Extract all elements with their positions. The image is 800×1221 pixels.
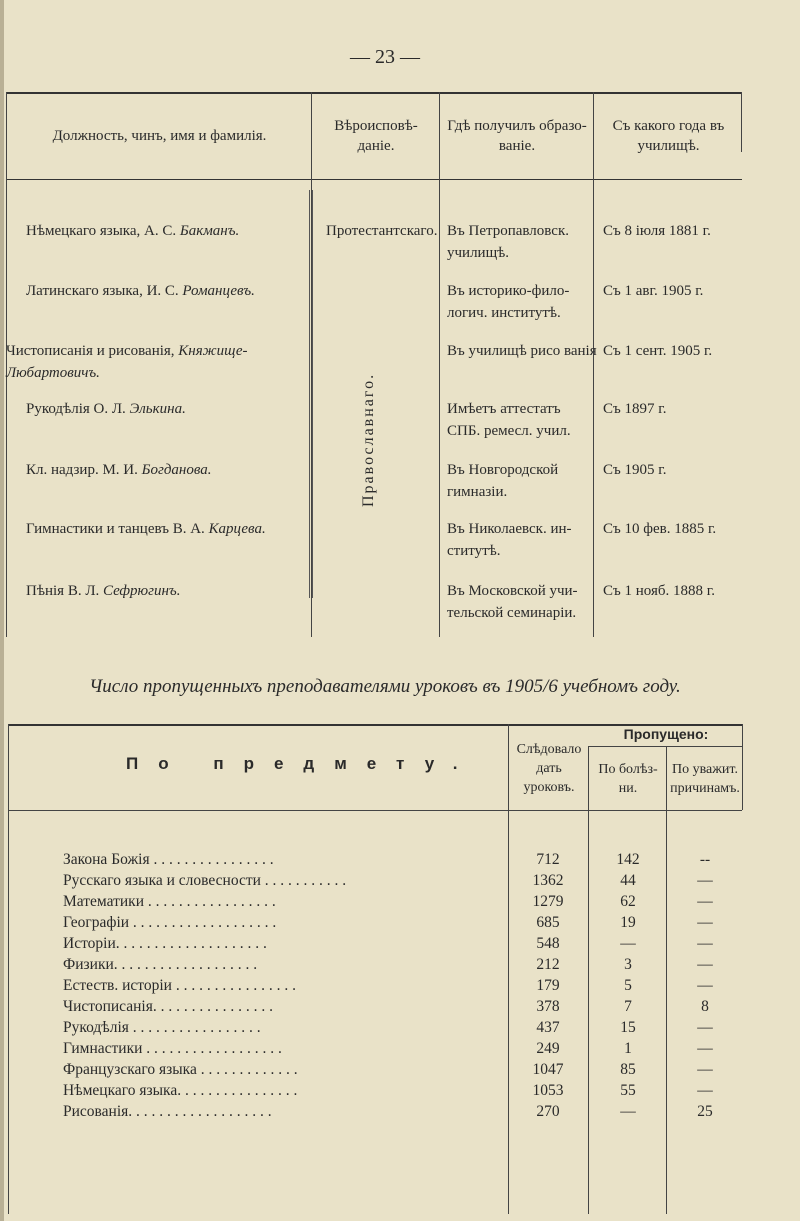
due-count: 712 <box>536 851 560 868</box>
illness-count: 44 <box>620 872 636 889</box>
staff-education: Въ историко-фило-логич. институтѣ. <box>447 283 570 321</box>
header-since: Съ какого года въ училищѣ. <box>612 118 725 154</box>
valid-count: — <box>697 872 713 889</box>
rule <box>8 810 742 811</box>
lesson-row <box>8 935 742 955</box>
illness-count: — <box>620 935 636 952</box>
subject: Нѣмецкаго языка. . . . . . . . . . . . . . . . <box>63 1082 298 1099</box>
header-valid-reasons: По уважит. причинамъ. <box>670 762 740 796</box>
lesson-row <box>8 998 742 1018</box>
due-count: 212 <box>536 956 560 973</box>
staff-post: Рукодѣлія О. Л. Элькина. <box>26 401 186 417</box>
illness-count: 7 <box>624 998 632 1015</box>
subject: Физики. . . . . . . . . . . . . . . . . . . <box>63 956 258 973</box>
header-due: Слѣдовало дать уроковъ. <box>516 742 582 795</box>
staff-education: Имѣетъ аттестатъ СПБ. ремесл. учил. <box>447 401 571 439</box>
lesson-row <box>8 1019 742 1039</box>
lesson-row <box>8 956 742 976</box>
subject: Закона Божія . . . . . . . . . . . . . . . . <box>63 851 274 868</box>
due-count: 685 <box>536 914 560 931</box>
illness-count: 62 <box>620 893 636 910</box>
valid-count: — <box>697 1040 713 1057</box>
valid-count: — <box>697 914 713 931</box>
staff-post: Кл. надзир. М. И. Богданова. <box>26 462 212 478</box>
staff-since: Съ 1897 г. <box>603 401 667 417</box>
subject: Русскаго языка и словесности . . . . . . . . . . . <box>63 872 347 889</box>
due-count: 179 <box>536 977 560 994</box>
lesson-row <box>8 1061 742 1081</box>
subject: Исторіи. . . . . . . . . . . . . . . . . . . . <box>63 935 267 952</box>
lesson-row <box>8 893 742 913</box>
religion-group-label: Православнаго. <box>360 372 377 508</box>
header-education: Гдѣ получилъ образо-ваніе. <box>447 118 587 154</box>
subject: Рисованія. . . . . . . . . . . . . . . . . . . <box>63 1103 272 1120</box>
due-count: 548 <box>536 935 560 952</box>
subject: Французскаго языка . . . . . . . . . . . . . <box>63 1061 298 1078</box>
due-count: 249 <box>536 1040 560 1057</box>
staff-education: Въ Николаевск. ин-ститутѣ. <box>447 521 572 559</box>
lesson-row <box>8 1103 742 1123</box>
staff-post: Гимнастики и танцевъ В. А. Карцева. <box>26 521 266 537</box>
subject: Рукодѣлія . . . . . . . . . . . . . . . . . <box>63 1019 261 1036</box>
subject: Гимнастики . . . . . . . . . . . . . . . . . . <box>63 1040 282 1057</box>
valid-count: — <box>697 1061 713 1078</box>
staff-post: Нѣмецкаго языка, А. С. Бакманъ. <box>26 223 240 239</box>
staff-post: Латинскаго языка, И. С. Романцевъ. <box>26 283 255 299</box>
header-name: Должность, чинъ, имя и фамилія. <box>52 128 267 144</box>
rule <box>6 179 742 180</box>
staff-table <box>6 92 742 637</box>
staff-education: Въ Новгородской гимназіи. <box>447 462 559 500</box>
valid-count: 25 <box>697 1103 713 1120</box>
due-count: 1047 <box>532 1061 564 1078</box>
rule <box>588 746 742 747</box>
illness-count: 85 <box>620 1061 636 1078</box>
subject: Географіи . . . . . . . . . . . . . . . . . . . <box>63 914 277 931</box>
due-count: 378 <box>536 998 560 1015</box>
lesson-row <box>8 914 742 934</box>
staff-since: Съ 1 нояб. 1888 г. <box>603 583 715 599</box>
lessons-caption: Число пропущенныхъ преподавателями уроковъ въ 1905/6 учебномъ году. <box>89 676 681 697</box>
header-religion: Вѣроисповѣ-даніе. <box>334 118 418 154</box>
illness-count: 1 <box>624 1040 632 1057</box>
valid-count: — <box>697 1082 713 1099</box>
staff-education: Въ Московской учи-тельской семинаріи. <box>447 583 578 621</box>
staff-education: Въ училищѣ рисо ванія <box>447 343 597 359</box>
rule <box>742 724 743 810</box>
lesson-row <box>8 851 742 871</box>
due-count: 1362 <box>532 872 564 889</box>
page-edge <box>0 0 4 1221</box>
staff-since: Съ 1 сент. 1905 г. <box>603 343 713 359</box>
staff-since: Съ 1 авг. 1905 г. <box>603 283 704 299</box>
valid-count: — <box>697 935 713 952</box>
valid-count: 8 <box>701 998 709 1015</box>
rule <box>741 92 742 152</box>
staff-since: Съ 1905 г. <box>603 462 667 478</box>
illness-count: — <box>620 1103 636 1120</box>
staff-since: Съ 10 фев. 1885 г. <box>603 521 717 537</box>
illness-count: 142 <box>616 851 640 868</box>
due-count: 270 <box>536 1103 560 1120</box>
rule <box>439 92 440 637</box>
valid-count: — <box>697 977 713 994</box>
valid-count: — <box>697 1019 713 1036</box>
subject: Математики . . . . . . . . . . . . . . . . . <box>63 893 276 910</box>
header-by-subject: По предмету. <box>126 754 478 773</box>
due-count: 437 <box>536 1019 560 1036</box>
valid-count: — <box>697 956 713 973</box>
header-illness: По болѣз-ни. <box>598 762 658 796</box>
lesson-row <box>8 872 742 892</box>
valid-count: -- <box>699 851 711 868</box>
staff-religion: Протестантскаго. <box>326 223 438 239</box>
illness-count: 15 <box>620 1019 636 1036</box>
due-count: 1279 <box>532 893 564 910</box>
illness-count: 55 <box>620 1082 636 1099</box>
valid-count: — <box>697 893 713 910</box>
subject: Чистописанія. . . . . . . . . . . . . . . . <box>63 998 273 1015</box>
staff-since: Съ 8 іюля 1881 г. <box>603 223 711 239</box>
staff-post: Пѣнія В. Л. Сефрюгинъ. <box>26 583 181 599</box>
header-missed: Пропущено: <box>623 726 709 742</box>
illness-count: 5 <box>624 977 632 994</box>
lessons-table <box>8 724 742 1214</box>
lesson-row <box>8 1082 742 1102</box>
staff-education: Въ Петропавловск. училищѣ. <box>447 223 569 261</box>
due-count: 1053 <box>532 1082 564 1099</box>
staff-post: Чистописанія и рисованія, Княжище-Любартовичъ. <box>6 343 248 381</box>
subject: Естеств. исторіи . . . . . . . . . . . . . . . . <box>63 977 296 994</box>
rule <box>6 92 742 94</box>
lesson-row <box>8 977 742 997</box>
lesson-row <box>8 1040 742 1060</box>
illness-count: 3 <box>624 956 632 973</box>
page-number: — 23 — <box>350 46 420 68</box>
illness-count: 19 <box>620 914 636 931</box>
